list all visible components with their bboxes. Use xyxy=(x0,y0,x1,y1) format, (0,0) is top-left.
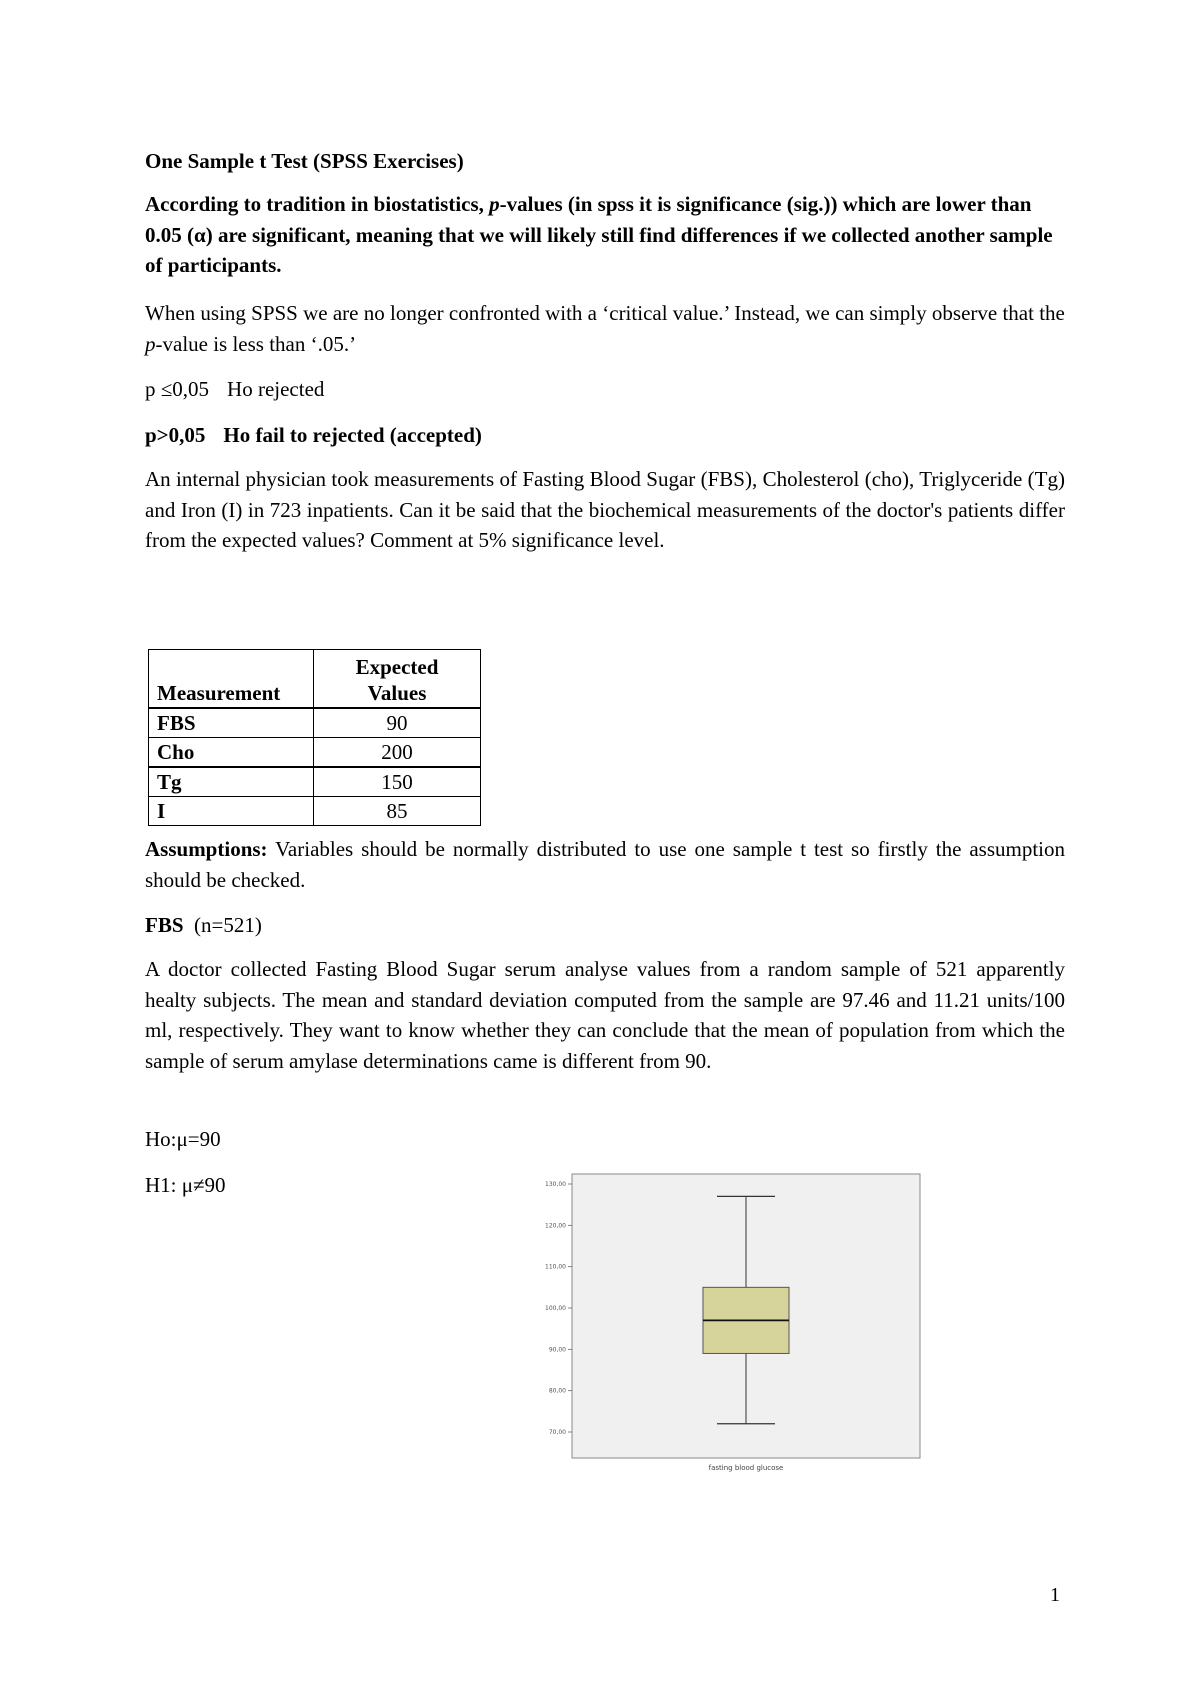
rule-accept-result: Ho fail to rejected (accepted) xyxy=(223,423,482,447)
row-value: 200 xyxy=(314,738,481,768)
y-tick-label: 120,00 xyxy=(545,1222,566,1230)
rule-accept xyxy=(145,420,1065,451)
rule-reject-result: Ho rejected xyxy=(227,377,325,401)
page-title: One Sample t Test (SPSS Exercises) xyxy=(145,149,464,173)
table-row xyxy=(149,797,481,826)
intro-text-2: -values (in spss it is significance (sig.)) which are lower than 0.05 (α) are significant, meaning that we will likely still find differences if we collected another sample of participants. xyxy=(145,192,1053,277)
header-measurement: Measurement xyxy=(149,650,314,709)
spss-p-italic: p xyxy=(145,331,156,356)
row-value: 150 xyxy=(314,767,481,797)
table-row xyxy=(149,708,481,738)
assumptions-text: Variables should be normally distributed to use one sample t test so firstly the assumption should be checked. xyxy=(145,837,1065,892)
fbs-n: (n=521) xyxy=(194,913,262,937)
x-axis-label: fasting blood glucose xyxy=(708,1464,784,1472)
row-measurement: I xyxy=(149,797,314,826)
page-number: 1 xyxy=(1050,1584,1060,1606)
spss-paragraph xyxy=(145,298,1065,359)
y-tick-label: 130,00 xyxy=(545,1181,566,1188)
null-hypothesis: Ho:μ=90 xyxy=(145,1127,221,1151)
y-axis xyxy=(545,1181,572,1436)
rule-reject xyxy=(145,374,1065,405)
row-value: 85 xyxy=(314,797,481,826)
assumptions-paragraph xyxy=(145,834,1065,895)
problem-paragraph: An internal physician took measurements of Fasting Blood Sugar (FBS), Cholesterol (cho), Triglyceride (Tg) and Iron (I) in 723 inpatients. Can it be said that the biochemical measurements of the doctor's patients differ from the expected values? Comment at 5% significance level. xyxy=(145,467,1065,552)
spss-text-1: When using SPSS we are no longer confronted with a ‘critical value.’ Instead, we can simply observe that the xyxy=(145,301,1065,325)
table-row xyxy=(149,767,481,797)
assumptions-label: Assumptions: xyxy=(145,837,268,861)
y-tick-label: 100,00 xyxy=(545,1305,566,1312)
intro-paragraph xyxy=(145,189,1065,281)
intro-text-1: According to tradition in biostatistics, xyxy=(145,192,490,216)
rule-accept-condition: p>0,05 xyxy=(145,423,206,447)
header-expected-values: Expected Values xyxy=(314,650,481,709)
row-measurement: FBS xyxy=(149,708,314,738)
y-tick-label: 90,00 xyxy=(548,1346,566,1354)
rule-reject-condition: p ≤0,05 xyxy=(145,377,210,401)
row-value: 90 xyxy=(314,708,481,738)
y-tick-label: 110,00 xyxy=(545,1263,566,1271)
row-measurement: Cho xyxy=(149,738,314,768)
intro-p-italic: p xyxy=(489,192,500,216)
spss-text-2: -value is less than ‘.05.’ xyxy=(155,331,357,356)
fbs-paragraph: A doctor collected Fasting Blood Sugar serum analyse values from a random sample of 521 apparently healty subjects. The mean and standard deviation computed from the sample are 97.46 and 11.21 units/100 ml, respectively. They want to know whether they can conclude that the mean of population from which the sample of serum amylase determinations came is different from 90. xyxy=(145,957,1065,1073)
fbs-label: FBS xyxy=(145,913,184,937)
fbs-heading xyxy=(145,910,1065,941)
alternative-hypothesis: H1: μ≠90 xyxy=(145,1173,226,1197)
row-measurement: Tg xyxy=(149,767,314,797)
table-row xyxy=(149,738,481,768)
fbs-boxplot xyxy=(530,1168,930,1474)
expected-values-table xyxy=(148,649,481,826)
y-tick-label: 80,00 xyxy=(548,1387,566,1395)
table-header-row xyxy=(149,650,481,709)
y-tick-label: 70,00 xyxy=(548,1429,566,1436)
